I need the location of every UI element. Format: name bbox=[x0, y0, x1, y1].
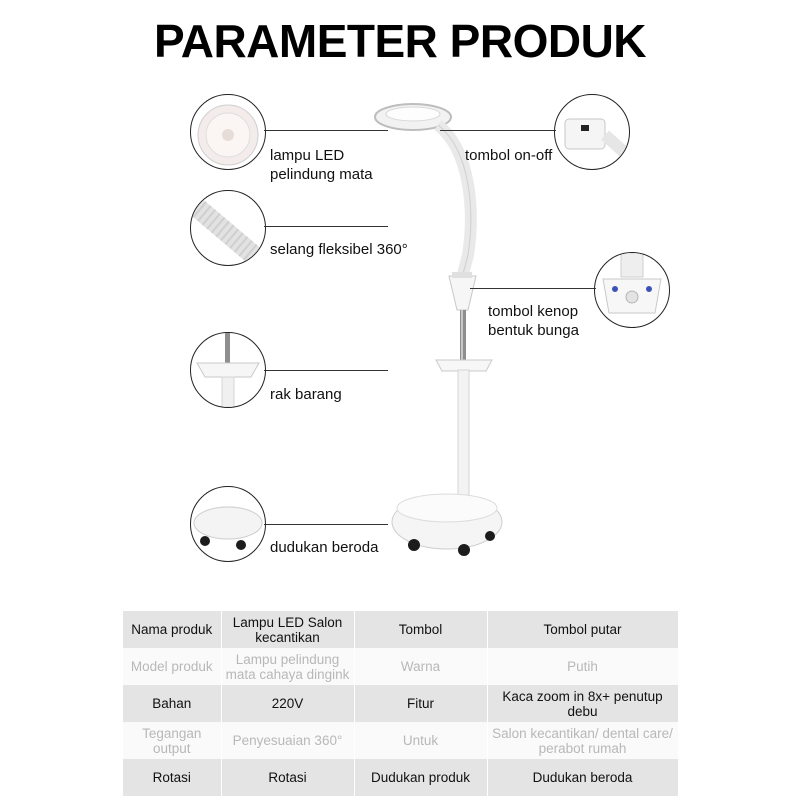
spec-row bbox=[123, 611, 678, 648]
spec-cell: Dudukan produk bbox=[354, 759, 487, 796]
tray-detail-circle bbox=[190, 332, 266, 408]
spec-cell: Bahan bbox=[123, 685, 221, 722]
spec-cell: Model produk bbox=[123, 648, 221, 685]
hose-callout-line bbox=[264, 226, 388, 227]
spec-table-body bbox=[123, 611, 678, 796]
base-detail-circle bbox=[190, 486, 266, 562]
tray-callout-line bbox=[264, 370, 388, 371]
base-callout-line bbox=[264, 524, 388, 525]
spec-table bbox=[123, 611, 679, 796]
hose-label: selang fleksibel 360° bbox=[270, 241, 408, 258]
spec-row bbox=[123, 722, 678, 759]
spec-cell: Lampu LED Salon kecantikan bbox=[221, 611, 354, 648]
spec-cell: Dudukan beroda bbox=[487, 759, 678, 796]
spec-row bbox=[123, 648, 678, 685]
spec-cell: Penyesuaian 360° bbox=[221, 722, 354, 759]
spec-cell: Salon kecantikan/ dental care/ perabot rumah bbox=[487, 722, 678, 759]
knob-label: tombol kenop bentuk bunga bbox=[488, 303, 579, 339]
page-title: PARAMETER PRODUK bbox=[153, 15, 647, 67]
tray-label: rak barang bbox=[270, 386, 342, 403]
led-panel-icon bbox=[191, 95, 265, 169]
flower-knob-icon bbox=[595, 253, 669, 327]
flexible-hose-icon bbox=[191, 191, 265, 265]
base-label: dudukan beroda bbox=[270, 539, 379, 556]
spec-cell: Rotasi bbox=[221, 759, 354, 796]
spec-cell: Tegangan output bbox=[123, 722, 221, 759]
hose-detail-circle bbox=[190, 190, 266, 266]
switch-label: tombol on-off bbox=[465, 147, 553, 164]
spec-cell: Lampu pelindung mata cahaya dingink bbox=[221, 648, 354, 685]
spec-cell: Nama produk bbox=[123, 611, 221, 648]
knob-callout-line bbox=[470, 288, 596, 289]
spec-cell: Untuk bbox=[354, 722, 487, 759]
led-label: lampu LED pelindung mata bbox=[270, 147, 373, 183]
spec-cell: Tombol putar bbox=[487, 611, 678, 648]
led-detail-circle bbox=[190, 94, 266, 170]
spec-cell: Kaca zoom in 8x+ penutup debu bbox=[487, 685, 678, 722]
spec-cell: Rotasi bbox=[123, 759, 221, 796]
tray-icon bbox=[191, 333, 265, 407]
switch-callout-line bbox=[440, 130, 556, 131]
wheeled-base-icon bbox=[191, 487, 265, 561]
spec-row bbox=[123, 759, 678, 796]
switch-detail-circle bbox=[554, 94, 630, 170]
spec-cell: 220V bbox=[221, 685, 354, 722]
on-off-switch-icon bbox=[555, 95, 629, 169]
spec-cell: Tombol bbox=[354, 611, 487, 648]
spec-cell: Fitur bbox=[354, 685, 487, 722]
spec-cell: Putih bbox=[487, 648, 678, 685]
spec-cell: Warna bbox=[354, 648, 487, 685]
led-callout-line bbox=[264, 130, 388, 131]
spec-row bbox=[123, 685, 678, 722]
knob-detail-circle bbox=[594, 252, 670, 328]
